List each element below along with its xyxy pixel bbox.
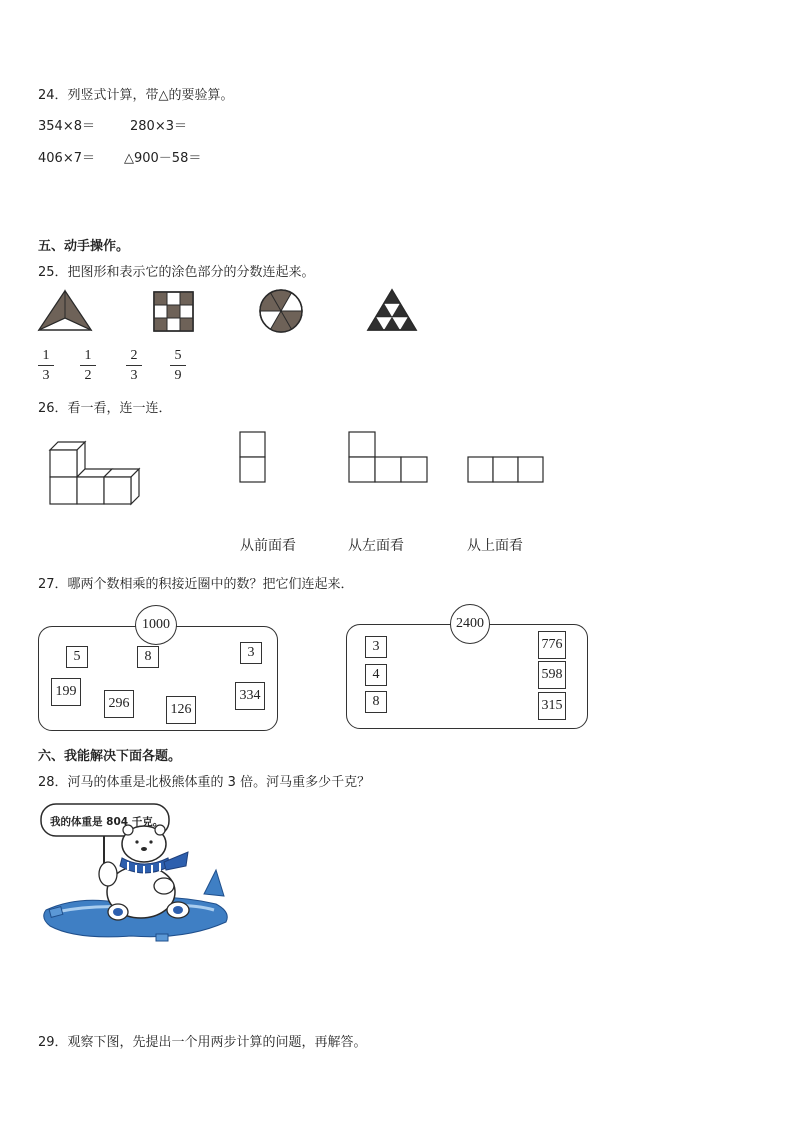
cube-stack [50, 442, 139, 504]
number-box: 4 [365, 664, 387, 686]
q24-item-4: △900－58＝ [124, 151, 202, 166]
number-box: 8 [365, 691, 387, 713]
number-box: 3 [365, 636, 387, 658]
number-box: 296 [104, 690, 134, 718]
q26-title: 26．看一看，连一连． [38, 401, 172, 416]
number-box: 8 [137, 646, 159, 668]
view-l-shape [349, 432, 427, 482]
number-box: 126 [166, 696, 196, 724]
q24-item-3: 406×7＝ [38, 151, 95, 166]
shape-checker-grid [154, 292, 193, 331]
target-circle-left: 1000 [135, 605, 177, 645]
shape-circle-sectors [260, 290, 302, 332]
target-circle-right: 2400 [450, 604, 490, 644]
number-box: 776 [538, 631, 566, 659]
fraction-4: 5 9 [170, 347, 186, 384]
q26-figures [40, 428, 560, 508]
bear-speech-text: 我的体重是 804 千克。 [50, 816, 164, 828]
q24-item-2: 280×3＝ [130, 119, 187, 134]
fraction-2: 1 2 [80, 347, 96, 384]
q24-item-1: 354×8＝ [38, 119, 95, 134]
number-box: 315 [538, 692, 566, 720]
shape-triangle-center-split [39, 291, 91, 330]
number-box: 334 [235, 682, 265, 710]
q25-title: 25．把图形和表示它的涂色部分的分数连起来。 [38, 265, 315, 280]
fraction-1: 1 3 [38, 347, 54, 384]
view-label-top: 从上面看 [467, 539, 523, 554]
view-two-vertical [240, 432, 265, 482]
view-three-row [468, 457, 543, 482]
number-box: 5 [66, 646, 88, 668]
q27-title: 27．哪两个数相乘的积接近圈中的数？把它们连起来． [38, 577, 354, 592]
section-six-title: 六、我能解决下面各题。 [38, 749, 182, 764]
view-label-front: 从前面看 [240, 539, 296, 554]
number-box: 3 [240, 642, 262, 664]
number-box: 199 [51, 678, 81, 706]
view-label-left: 从左面看 [348, 539, 404, 554]
fraction-3: 2 3 [126, 347, 142, 384]
q29-title: 29．观察下图，先提出一个用两步计算的问题，再解答。 [38, 1035, 367, 1050]
shape-triangle-nine-parts [368, 290, 416, 330]
q24-title: 24．列竖式计算，带△的要验算。 [38, 88, 234, 103]
number-box: 598 [538, 661, 566, 689]
q25-shapes [36, 286, 456, 336]
section-five-title: 五、动手操作。 [38, 239, 130, 254]
q28-title: 28．河马的体重是北极熊体重的 3 倍。河马重多少千克？ [38, 775, 371, 790]
